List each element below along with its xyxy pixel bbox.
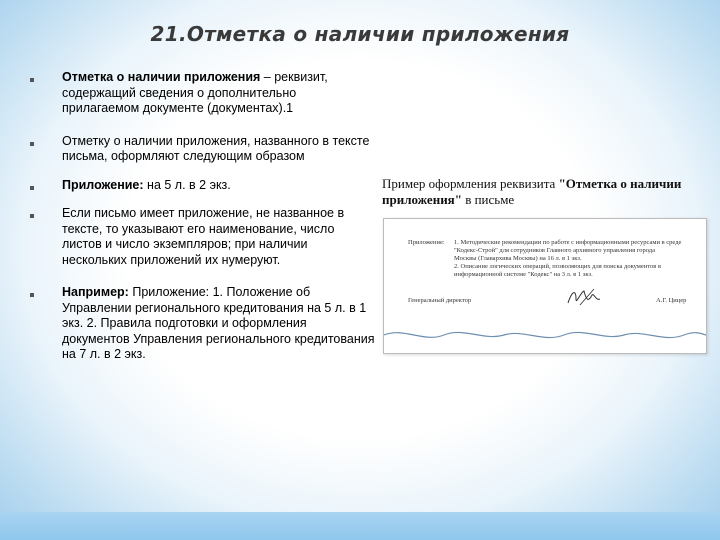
- bullet-text: Отметку о наличии приложения, названного в тексте письма, оформляют следующим образом: [62, 133, 370, 163]
- bullet-bold: Приложение:: [62, 177, 144, 192]
- bullet-text: – реквизит, содержащий сведения о дополнительно прилагаемом документе (документах).1: [62, 70, 328, 115]
- bottom-band: [0, 512, 720, 540]
- document-line: 1. Методические рекомендации по работе с информационными ресурсами в среде: [454, 239, 682, 246]
- bullet-text: на 5 л. в 2 экз.: [143, 177, 231, 192]
- signatory-name: А.Г. Цицер: [656, 297, 687, 304]
- bullet-item: [30, 285, 375, 363]
- document-line: Москвы (Главархива Москвы) на 16 л. в 1 экз.: [454, 255, 582, 262]
- bullet-item: [30, 178, 375, 194]
- bullet-item: [30, 206, 375, 268]
- caption-bold: "Отметка о наличии приложения": [382, 176, 682, 207]
- bullet-icon: [30, 293, 34, 297]
- bullet-list: [30, 70, 375, 363]
- document-line: информационной системе "Кодекс" на 3 л. в 1 экз.: [454, 271, 593, 278]
- bullet-icon: [30, 142, 34, 146]
- bullet-icon: [30, 186, 34, 190]
- signatory-title: Генеральный директор: [408, 297, 472, 304]
- bullet-text: Приложение: 1. Положение об Управлении регионального кредитования на 5 л. в 1 экз. 2. Правила подготовки и оформления документов Управления регионального кредитования на 7 л. в 2 экз.: [62, 285, 375, 361]
- bullet-item: [30, 70, 375, 117]
- caption-prefix: Пример оформления реквизита: [382, 176, 559, 191]
- slide-title: 21.Отметка о наличии приложения: [150, 22, 570, 46]
- signature-icon: [564, 285, 604, 309]
- caption-suffix: в письме: [461, 192, 515, 207]
- bullet-icon: [30, 214, 34, 218]
- torn-edge-icon: [384, 323, 706, 353]
- bullet-bold: Отметка о наличии приложения: [62, 70, 261, 84]
- bullet-text: Если письмо имеет приложение, не названное в тексте, то указывают его наименование, число листов и число экземпляров; при наличии нескольких приложений их нумеруют.: [62, 206, 345, 267]
- bullet-item: [30, 134, 375, 165]
- document-line: 2. Описание логических операций, позволяющих для поиска документов в: [454, 263, 662, 270]
- bullet-bold: Например:: [62, 285, 129, 299]
- document-example: [383, 218, 707, 354]
- example-caption: [382, 176, 712, 208]
- bullet-icon: [30, 78, 34, 82]
- document-line: "Кодекс-Строй" для сотрудников Главного архивного управления города: [454, 247, 655, 254]
- document-text: [454, 239, 699, 279]
- document-label: Приложение:: [408, 239, 445, 246]
